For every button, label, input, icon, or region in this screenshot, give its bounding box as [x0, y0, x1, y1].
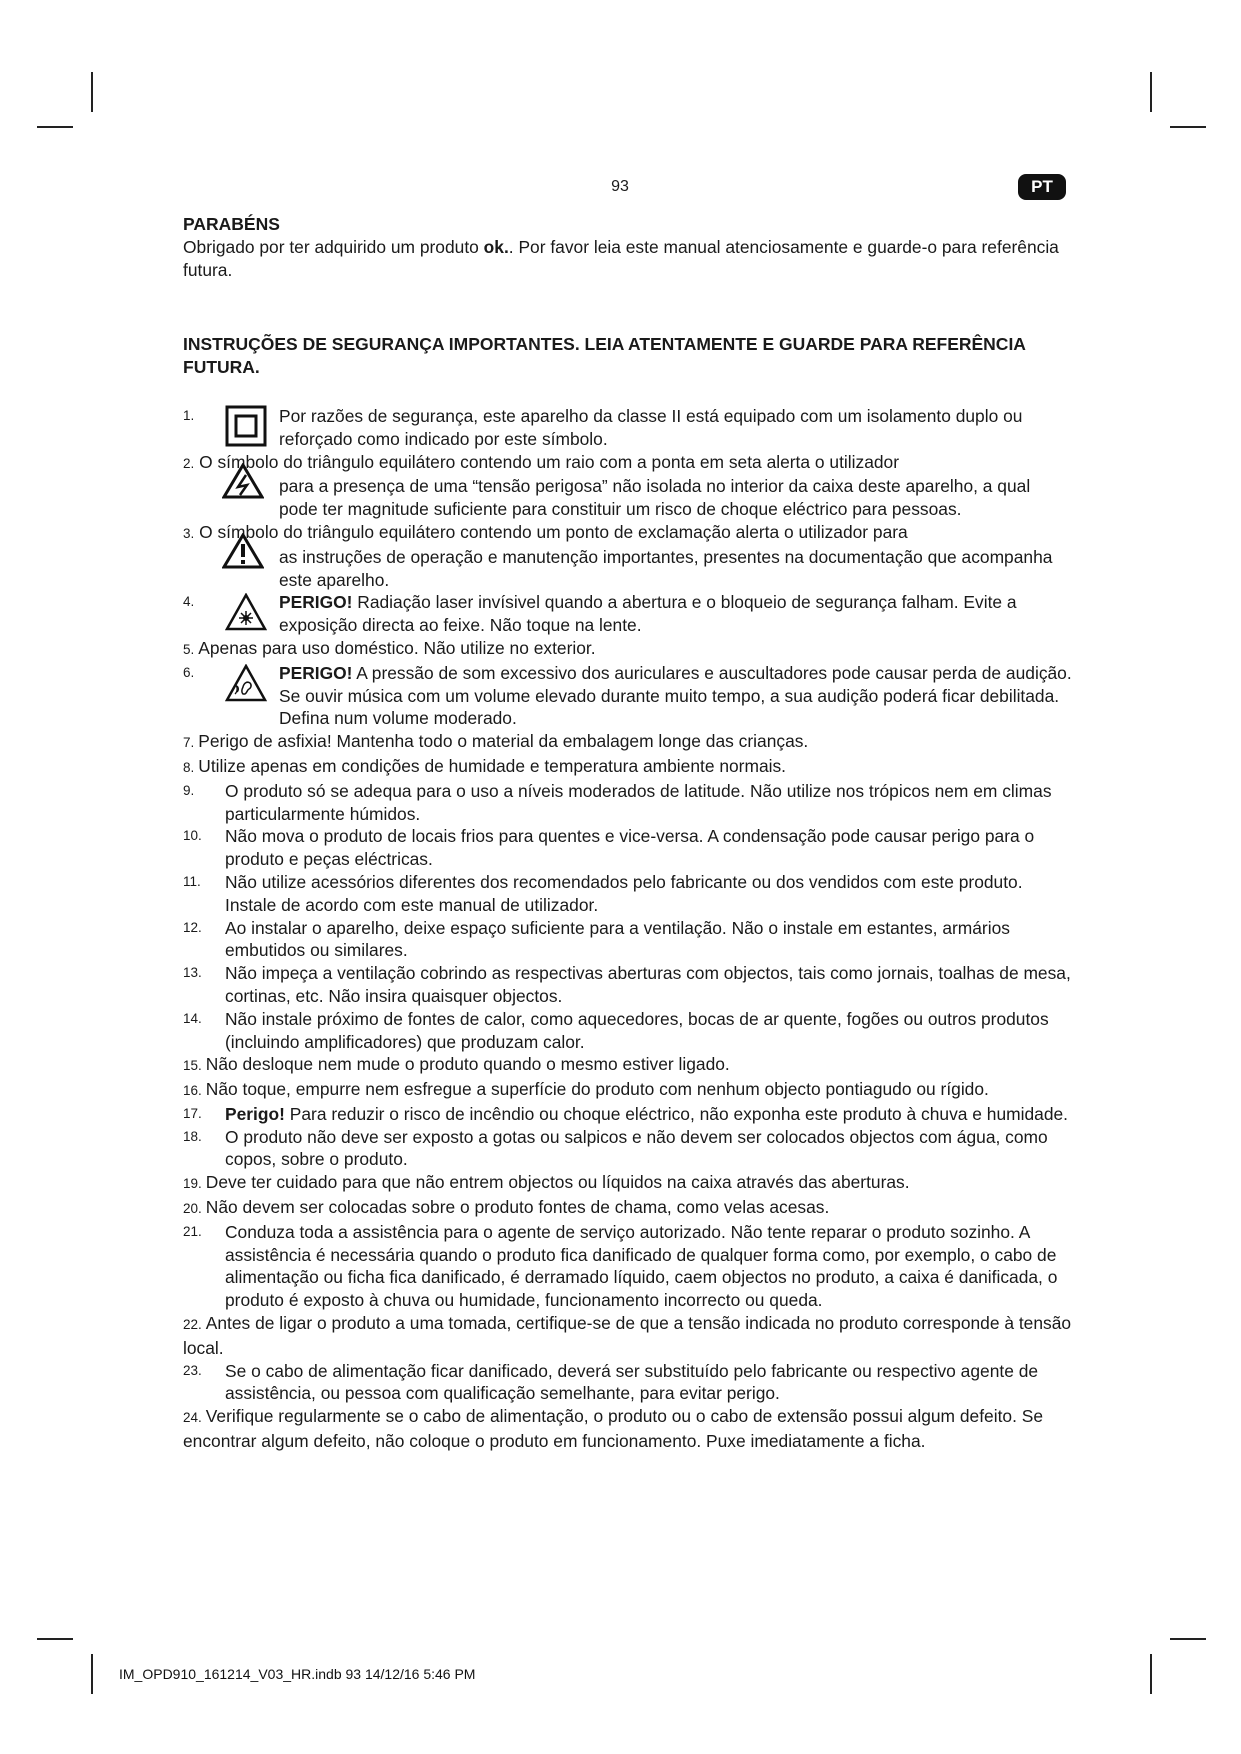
crop-mark — [1150, 1654, 1152, 1694]
crop-mark — [1150, 72, 1152, 112]
item-text: Perigo de asfixia! Mantenha todo o material da embalagem longe das crianças. — [198, 731, 809, 752]
hearing-warning-icon — [225, 664, 267, 708]
list-item — [183, 871, 1073, 917]
list-item — [183, 917, 1073, 963]
intro-paragraph — [183, 236, 1073, 282]
document-body — [183, 213, 1073, 1453]
item-number: 8. — [183, 759, 195, 775]
list-item — [183, 1078, 1073, 1103]
list-item — [183, 1360, 1073, 1406]
item-number: 7. — [183, 735, 195, 751]
list-item — [183, 780, 1073, 826]
item-text: Verifique regularmente se o cabo de alimentação, o produto ou o cabo de extensão possui algum defeito. Se encontrar algum defeito, não coloque o produto em funcionamento. Puxe imediatamente a ficha. — [183, 1406, 1044, 1452]
language-badge: PT — [1018, 174, 1066, 200]
item-number: 4. — [183, 594, 195, 610]
safety-list — [183, 405, 1073, 1453]
item-text-first-line: O símbolo do triângulo equilátero contendo um ponto de exclamação alerta o utilizador para — [199, 521, 908, 542]
safety-heading: INSTRUÇÕES DE SEGURANÇA IMPORTANTES. LEIA ATENTAMENTE E GUARDE PARA REFERÊNCIA FUTURA. — [183, 334, 1026, 378]
crop-mark — [1170, 126, 1206, 128]
item-text-first-line: O símbolo do triângulo equilátero contendo um raio com a ponta em seta alerta o utilizador — [199, 451, 899, 472]
list-item — [183, 637, 1073, 662]
double-square-icon — [225, 405, 267, 453]
item-number: 23. — [183, 1362, 202, 1378]
intro-text-end: . Por favor leia este manual atenciosamente e guarde-o para referência futura. — [183, 236, 1059, 280]
item-text: Deve ter cuidado para que não entrem objectos ou líquidos na caixa através das aberturas. — [205, 1172, 910, 1193]
list-item — [183, 1126, 1073, 1172]
item-text: Conduza toda a assistência para o agente de serviço autorizado. Não tente reparar o produto sozinho. A assistência é necessária quando o produto fica danificado de qualquer forma como, por exemplo, o cabo de alimentação ou ficha fica danificado, é derramado líquido, caem objectos no produto, a caixa é danificada, o produto é exposto à chuva ou humidade, funcionamento incorrecto ou queda. — [225, 1221, 1058, 1311]
crop-mark — [91, 1654, 93, 1694]
item-text: Para reduzir o risco de incêndio ou choque eléctrico, não exponha este produto à chuva e humidade. — [284, 1103, 1069, 1124]
item-number: 22. — [183, 1317, 202, 1333]
item-text: Se o cabo de alimentação ficar danificado, deverá ser substituído pelo fabricante ou respectivo agente de assistência, ou pessoa com qualificação semelhante, para evitar perigo. — [225, 1360, 1039, 1404]
item-text: Não instale próximo de fontes de calor, como aquecedores, bocas de ar quente, fogões ou outros produtos (incluindo amplificadores) que produzam calor. — [225, 1008, 1049, 1052]
item-number: 10. — [183, 828, 202, 844]
item-number: 13. — [183, 965, 202, 981]
item-text: Não toque, empurre nem esfregue a superfície do produto com nenhum objecto pontiagudo ou rígido. — [205, 1079, 989, 1100]
item-number: 17. — [183, 1105, 202, 1121]
item-number: 12. — [183, 919, 202, 935]
item-text: Não desloque nem mude o produto quando o mesmo estiver ligado. — [205, 1054, 730, 1075]
list-item — [183, 1312, 1073, 1360]
item-number: 21. — [183, 1223, 202, 1239]
item-text: Por razões de segurança, este aparelho da classe II está equipado com um isolamento duplo ou reforçado como indicado por este símbolo. — [279, 405, 1023, 449]
item-text: Não mova o produto de locais frios para quentes e vice-versa. A condensação pode causar perigo para o produto e peças eléctricas. — [225, 826, 1035, 870]
list-item — [183, 405, 1073, 451]
item-text: O produto só se adequa para o uso a níveis moderados de latitude. Não utilize nos trópicos nem em climas particularmente húmidos. — [225, 780, 1052, 824]
item-text: Radiação laser invísivel quando a abertura e o bloqueio de segurança falham. Evite a exposição directa ao feixe. Não toque na lente. — [279, 592, 1017, 636]
list-item — [183, 755, 1073, 780]
item-number: 6. — [183, 664, 195, 680]
laser-warning-icon — [225, 593, 267, 637]
list-item — [183, 825, 1073, 871]
list-item — [183, 730, 1073, 755]
intro-text: Obrigado por ter adquirido um produto — [183, 236, 484, 257]
item-text: Não utilize acessórios diferentes dos recomendados pelo fabricante ou dos vendidos com este produto. Instale de acordo com este manual de utilizador. — [225, 871, 1023, 915]
list-item — [183, 521, 1073, 591]
item-text: O produto não deve ser exposto a gotas ou salpicos e não devem ser colocados objectos com água, como copos, sobre o produto. — [225, 1126, 1048, 1170]
list-item — [183, 1053, 1073, 1078]
danger-label: PERIGO! — [279, 592, 353, 613]
list-item — [183, 1103, 1073, 1126]
item-text: Não devem ser colocadas sobre o produto fontes de chama, como velas acesas. — [205, 1197, 830, 1218]
item-number: 16. — [183, 1083, 202, 1099]
brand-name: ok. — [483, 236, 509, 257]
item-number: 19. — [183, 1176, 202, 1192]
crop-mark — [91, 72, 93, 112]
item-number: 20. — [183, 1201, 202, 1217]
list-item — [183, 1171, 1073, 1196]
item-text: Antes de ligar o produto a uma tomada, certifique-se de que a tensão indicada no produto corresponde à tensão local. — [183, 1313, 1072, 1358]
item-number: 1. — [183, 407, 195, 423]
item-number: 15. — [183, 1058, 202, 1074]
crop-mark — [37, 1638, 73, 1640]
crop-mark — [37, 126, 73, 128]
list-item — [183, 591, 1073, 637]
item-text: Não impeça a ventilação cobrindo as respectivas aberturas com objectos, tais como jornais, toalhas de mesa, cortinas, etc. Não insira quaisquer objectos. — [225, 963, 1071, 1006]
list-item — [183, 1221, 1073, 1312]
print-slug: IM_OPD910_161214_V03_HR.indb 93 14/12/16 5:46 PM — [119, 1666, 476, 1682]
list-item — [183, 1008, 1073, 1054]
danger-label: Perigo! — [225, 1103, 285, 1124]
list-item — [183, 962, 1073, 1008]
item-text: A pressão de som excessivo dos auriculares e auscultadores pode causar perda de audição. Se ouvir música com um volume elevado durante muito tempo, a sua audição poderá ficar debilitada. Defina num volume moderado. — [279, 662, 1072, 729]
list-item — [183, 1405, 1073, 1453]
item-number: 3. — [183, 525, 195, 541]
lightning-triangle-icon — [222, 463, 264, 505]
item-number: 5. — [183, 641, 195, 657]
item-number: 14. — [183, 1010, 202, 1026]
item-number: 24. — [183, 1410, 202, 1426]
congratulations-heading: PARABÉNS — [183, 214, 280, 234]
item-number: 9. — [183, 782, 195, 798]
danger-label: PERIGO! — [279, 662, 353, 683]
item-number: 18. — [183, 1128, 202, 1144]
page-number: 93 — [611, 178, 629, 195]
item-text: para a presença de uma “tensão perigosa” não isolada no interior da caixa deste aparelho, a qual pode ter magnitude suficiente para constituir um risco de choque eléctrico para pessoas. — [279, 476, 1031, 520]
list-item — [183, 1196, 1073, 1221]
item-number: 11. — [183, 873, 201, 889]
list-item — [183, 662, 1073, 730]
crop-mark — [1170, 1638, 1206, 1640]
item-text: as instruções de operação e manutenção importantes, presentes na documentação que acompanha este aparelho. — [279, 546, 1053, 590]
exclamation-triangle-icon — [222, 533, 264, 575]
list-item — [183, 451, 1073, 521]
item-text: Apenas para uso doméstico. Não utilize no exterior. — [198, 637, 596, 658]
item-number: 2. — [183, 455, 195, 471]
item-text: Utilize apenas em condições de humidade e temperatura ambiente normais. — [198, 755, 787, 776]
item-text: Ao instalar o aparelho, deixe espaço suficiente para a ventilação. Não o instale em estantes, armários embutidos ou similares. — [225, 917, 1010, 961]
